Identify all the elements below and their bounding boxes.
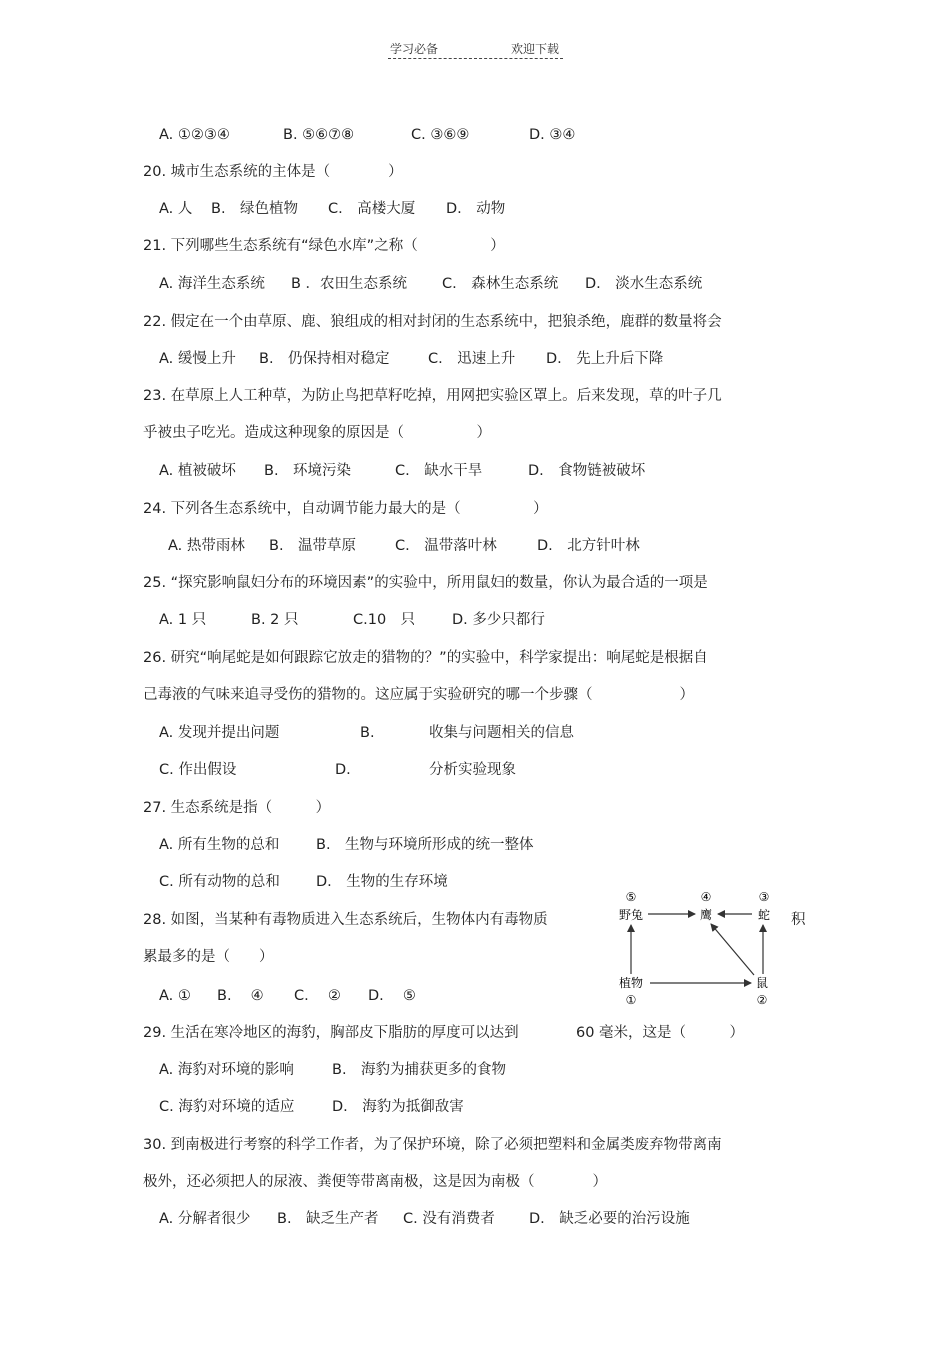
option-b: B. 2 只 [251,612,299,628]
option-c: C. 作出假设 [159,762,237,778]
page-header [388,40,563,59]
option-d: D. 淡水生态系统 [585,276,703,292]
node-rabbit-label: 野兔 [618,908,644,922]
question-20-stem: 20. 城市生态系统的主体是（ ） [143,164,403,180]
option-a: A. 热带雨林 [168,538,245,554]
option-a: A. 分解者很少 [159,1211,251,1227]
option-c: C. 温带落叶林 [395,538,497,554]
option-a: A. 海豹对环境的影响 [159,1062,294,1078]
food-web-diagram [600,886,790,1010]
header-right-text: 欢迎下载 [510,42,559,56]
option-c: C. ② [294,988,341,1004]
question-30-stem-line1: 30. 到南极进行考察的科学工作者，为了保护环境，除了必须把塑料和金属类废弃物带离南 [143,1137,722,1153]
question-28-stem-line2: 累最多的是（ ） [143,949,274,965]
option-c: C. 所有动物的总和 [159,874,280,890]
option-b: B. ⑤⑥⑦⑧ [283,127,355,143]
option-c: C. 迅速上升 [428,351,516,367]
question-23-stem-line1: 23. 在草原上人工种草，为防止鸟把草籽吃掉，用网把实验区罩上。后来发现，草的叶子几 [143,388,722,404]
option-b: B. 绿色植物 [211,201,299,217]
option-d: D. ③④ [529,127,576,143]
option-d: D. 先上升后下降 [546,351,664,367]
question-23-stem-line2: 乎被虫子吃光。造成这种现象的原因是（ ） [143,425,491,441]
option-c: C.10 只 [353,612,416,628]
option-d: D. 多少只都行 [452,612,545,628]
option-d: D. 北方针叶林 [537,538,640,554]
node-plant-number: ① [625,993,637,1007]
question-21-stem: 21. 下列哪些生态系统有“绿色水库”之称（ ） [143,238,505,254]
option-b: B ．农田生态系统 [291,276,408,292]
header-left-text: 学习必备 [390,42,439,56]
option-a: A. 1 只 [159,612,207,628]
question-28-stem-line1: 28. 如图，当某种有毒物质进入生态系统后，生物体内有毒物质 [143,912,548,928]
option-c: C. 海豹对环境的适应 [159,1099,295,1115]
question-26-stem-line2: 己毒液的气味来追寻受伤的猎物的。这应属于实验研究的哪一个步骤（ ） [143,687,694,703]
option-a: A. 发现并提出问题 [159,725,280,741]
arrow-mouse-to-hawk [711,924,754,975]
option-d: D. ⑤ [368,988,416,1004]
option-c: C. 高楼大厦 [328,201,416,217]
option-b-text: 收集与问题相关的信息 [429,725,574,741]
question-29-stem: 29. 生活在寒冷地区的海豹，胸部皮下脂肪的厚度可以达到 [143,1025,519,1041]
node-plant-label: 植物 [618,976,644,990]
question-24-stem: 24. 下列各生态系统中，自动调节能力最大的是（ ） [143,501,548,517]
node-mouse-number: ② [756,993,768,1007]
option-a: A. 缓慢上升 [159,351,236,367]
node-snake-number: ③ [758,890,770,904]
option-a: A. ①②③④ [159,127,230,143]
option-d: D. 生物的生存环境 [316,874,448,890]
option-d-letter: D. [335,762,351,778]
option-b: B. 缺乏生产者 [277,1211,379,1227]
question-27-stem: 27. 生态系统是指（ ） [143,800,331,816]
option-a: A. ① [159,988,191,1004]
node-snake-label: 蛇 [757,908,771,922]
option-b-letter: B. [360,725,375,741]
question-26-stem-line1: 26. 研究“响尾蛇是如何跟踪它放走的猎物的？”的实验中，科学家提出：响尾蛇是根据自 [143,650,708,666]
option-a: A. 人 [159,201,193,217]
option-c: C. 森林生态系统 [442,276,559,292]
question-30-stem-line2: 极外，还必须把人的尿液、粪便等带离南极，这是因为南极（ ） [143,1174,607,1190]
question-22-stem: 22. 假定在一个由草原、鹿、狼组成的相对封闭的生态系统中，把狼杀绝，鹿群的数量将会 [143,314,722,330]
question-29-stem-end: 60 毫米，这是（ ） [576,1025,745,1041]
option-a: A. 植被破坏 [159,463,236,479]
option-b: B. ④ [217,988,264,1004]
option-b: B. 温带草原 [269,538,357,554]
option-d: D. 海豹为抵御敌害 [332,1099,464,1115]
option-d: D. 动物 [446,201,506,217]
node-mouse-label: 鼠 [755,976,769,990]
node-hawk-label: 鹰 [699,908,713,922]
option-c: C. 缺水干旱 [395,463,483,479]
option-b: B. 环境污染 [264,463,352,479]
option-a: A. 所有生物的总和 [159,837,280,853]
question-28-stem-line1-end: 积 [791,912,806,928]
option-d-text: 分析实验现象 [429,762,516,778]
option-b: B. 海豹为捕获更多的食物 [332,1062,507,1078]
option-d: D. 缺乏必要的治污设施 [529,1211,690,1227]
option-b: B. 仍保持相对稳定 [259,351,390,367]
option-d: D. 食物链被破坏 [528,463,646,479]
option-a: A. 海洋生态系统 [159,276,265,292]
option-c: C. ③⑥⑨ [411,127,470,143]
question-25-stem: 25. “探究影响鼠妇分布的环境因素”的实验中，所用鼠妇的数量，你认为最合适的一项是 [143,575,708,591]
node-rabbit-number: ⑤ [625,890,637,904]
node-hawk-number: ④ [700,890,712,904]
option-c: C. 没有消费者 [403,1211,495,1227]
option-b: B. 生物与环境所形成的统一整体 [316,837,534,853]
